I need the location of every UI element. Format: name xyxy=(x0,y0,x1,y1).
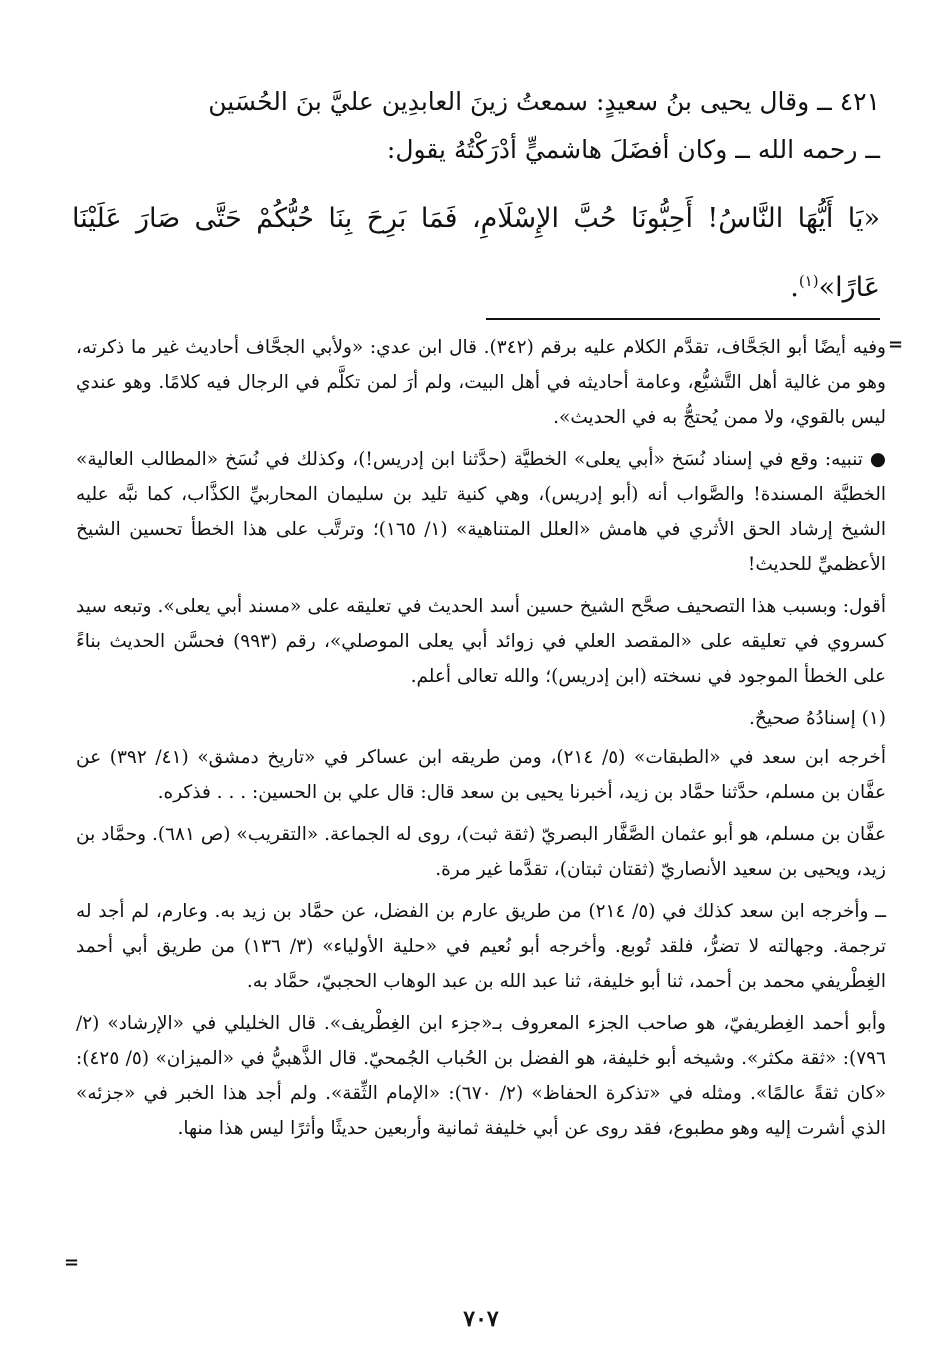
footnote-continues-marker: = xyxy=(64,1252,80,1273)
hadith-end-mark: . xyxy=(790,272,799,303)
hadith-entry xyxy=(72,78,880,319)
footnote-divider xyxy=(486,318,880,320)
page-number: ٧٠٧ xyxy=(463,1306,499,1332)
footnote-paragraph: وأبو أحمد الغِطريفيّ، هو صاحب الجزء المعروف بـ«جزء ابن الغِطْريف». قال الخليلي في «الإرشاد» (٢/ ٧٩٦): «ثقة مكثر». وشيخه أبو خليفة، هو الفضل بن الحُباب الجُمحيّ. قال الذَّهبيُّ في «الميزان» (٥/ ٤٢٥): «كان ثقةً عالمًا». ومثله في «تذكرة الحفاظ» (٢/ ٦٧٠): «الإمام الثِّقة». ولم أجد هذا الخبر في «جزئه» الذي أشرت إليه وهو مطبوع، فقد روى عن أبي خليفة ثمانية وأربعين حديثًا وأثرًا ليس هذا منها. xyxy=(76,1013,886,1139)
footnotes xyxy=(76,330,886,1153)
hadith-intro-line-2: ــ رحمه الله ــ وكان أفضَلَ هاشميٍّ أدْرَكْتُهُ يقول: xyxy=(386,135,880,164)
footnote-paragraph: وفيه أيضًا أبو الجَحَّاف، تقدَّم الكلام عليه برقم (٣٤٢). قال ابن عدي: «ولأبي الجحَّاف أحاديث غير ما ذكرته، وهو من غالية أهل التَّشيُّع، وعامة أحاديثه في أهل البيت، ولم أرَ لمن تكلَّم في الرجال فيه كلامًا. وهو عندي ليس بالقوي، ولا ممن يُحتجُّ به في الحديث». xyxy=(76,337,886,428)
hadith-text xyxy=(72,188,880,319)
footnote-paragraph: ــ وأخرجه ابن سعد كذلك في (٥/ ٢١٤) من طريق عارم بن الفضل، عن حمَّاد بن زيد به. وعارم، لم أجد له ترجمة. وجهالته لا تضرُّ، فلقد تُوبع. وأخرجه أبو نُعيم في «حلية الأولياء» (٣/ ١٣٦) من طريق أبي أحمد الغِطْريفي محمد بن أحمد، ثنا أبو خليفة، ثنا عبد الله بن عبد الوهاب الحجبيّ، حمَّاد به. xyxy=(76,901,886,992)
footnote-paragraph: ● تنبيه: وقع في إسناد نُسَخ «أبي يعلى» الخطيَّة (حدَّثنا ابن إدريس!)، وكذلك في نُسَخ «المطالب العالية» الخطيَّة المسندة! والصَّواب أنه (أبو إدريس)، وهي كنية تليد بن سليمان المحاربيِّ الكذَّاب، كما نبَّه عليه الشيخ إرشاد الحق الأثري في هامش «العلل المتناهية» (١/ ١٦٥)؛ وترتَّب على هذا الخطأ تحسين الشيخ الأعظميِّ للحديث! xyxy=(76,449,886,575)
footnote-paragraph: عفَّان بن مسلم، هو أبو عثمان الصَّفَّار البصريّ (ثقة ثبت)، روى له الجماعة. «التقريب» (ص ٦٨١). وحمَّاد بن زيد، ويحيى بن سعيد الأنصاريّ (ثقتان ثبتان)، تقدَّما غير مرة. xyxy=(76,824,886,880)
hadith-intro-line-1: ٤٢١ ــ وقال يحيى بنُ سعيدٍ: سمعتُ زينَ العابدِين عليَّ بنَ الحُسَين xyxy=(208,87,880,116)
footnote-paragraph: أقول: وبسبب هذا التصحيف صحَّح الشيخ حسين أسد الحديث في تعليقه على «مسند أبي يعلى». وتبعه سيد كسروي في تعليقه على «المقصد العلي في زوائد أبي يعلى الموصلي»، رقم (٩٩٣) فحسَّن الحديث بناءً على الخطأ الموجود في نسخته (ابن إدريس)؛ والله تعالى أعلم. xyxy=(76,596,886,687)
footnote-continuation-marker: = xyxy=(888,334,904,355)
footnote-paragraph: أخرجه ابن سعد في «الطبقات» (٥/ ٢١٤)، ومن طريقه ابن عساكر في «تاريخ دمشق» (٤١/ ٣٩٢) عن عفَّان بن مسلم، حدَّثنا حمَّاد بن زيد، أخبرنا يحيى بن سعد قال: قال علي بن الحسين: . . . فذكره. xyxy=(76,747,886,803)
footnote-reference: (١) xyxy=(798,272,819,290)
hadith-quote: «يَا أَيُّهَا النَّاسُ! أَحِبُّونَا حُبَّ الإِسْلَامِ، فَمَا بَرِحَ بِنَا حُبُّكُمْ حَتَّى صَارَ عَلَيْنَا عَارًا» xyxy=(72,203,880,303)
footnote-heading: (١) إسنادُهُ صحيحٌ. xyxy=(749,708,886,729)
